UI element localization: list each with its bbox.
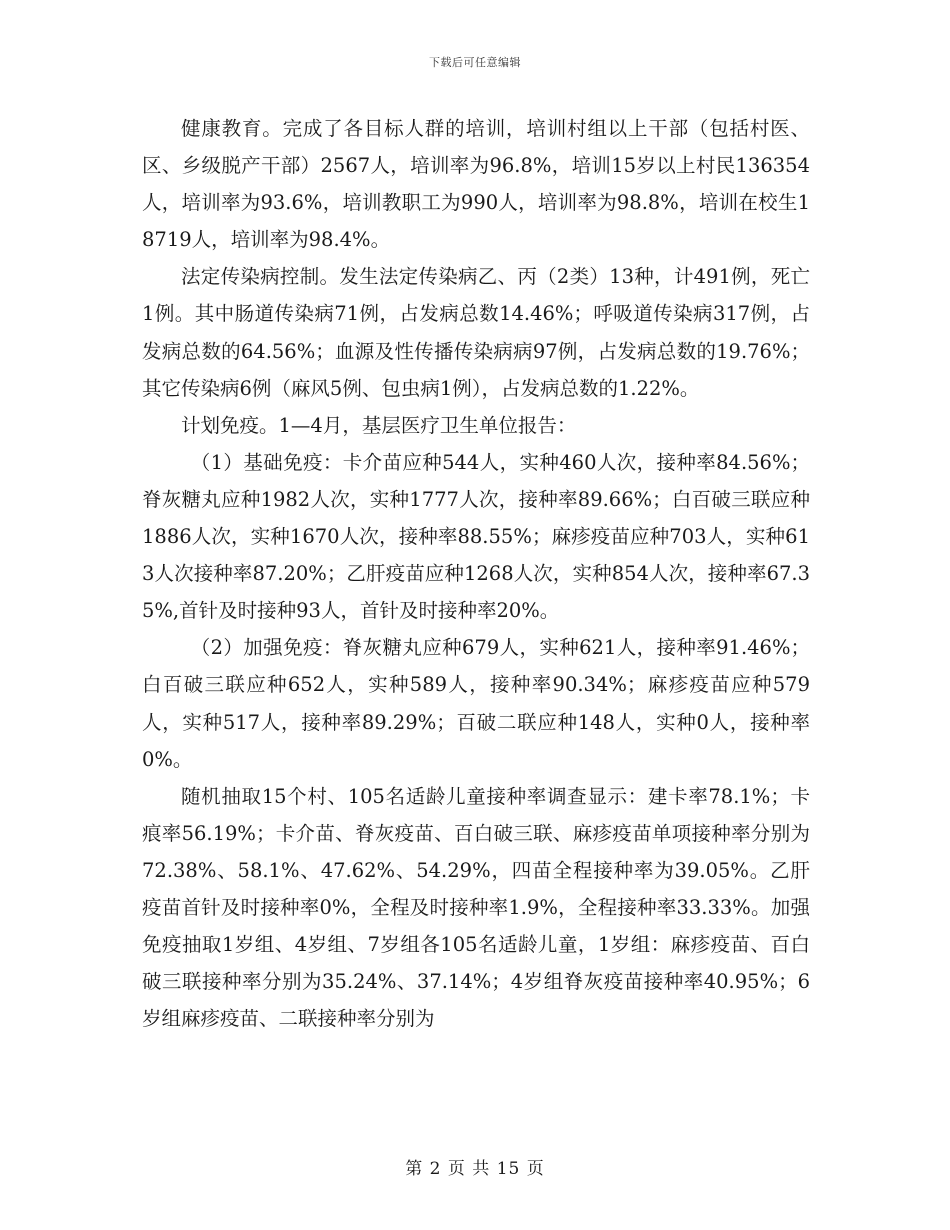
- paragraph-booster-immunization: （2）加强免疫：脊灰糖丸应种679人，实种621人，接种率91.46%；白百破三联应种652人，实种589人，接种率90.34%；麻疹疫苗应种579人，实种517人，接种率89.29%；百破二联应种148人，实种0人，接种率0%。: [142, 636, 810, 771]
- paragraph-infectious-disease: 法定传染病控制。发生法定传染病乙、丙（2类）13种，计491例，死亡1例。其中肠道传染病71例，占发病总数14.46%；呼吸道传染病317例，占发病总数的64.56%；血源及性传播传染病病97例，占发病总数的19.76%；其它传染病6例（麻风5例、包虫病1例），占发病总数的1.22%。: [142, 265, 810, 400]
- paragraph-immunization-intro: 计划免疫。1—4月，基层医疗卫生单位报告：: [181, 413, 577, 437]
- paragraph-basic-immunization: （1）基础免疫：卡介苗应种544人，实种460人次，接种率84.56%；脊灰糖丸应种1982人次，实种1777人次，接种率89.66%；白百破三联应种1886人次，实种1670人次，接种率88.55%；麻疹疫苗应种703人，实种613人次接种率87.20%；乙肝疫苗应种1268人次，实种854人次，接种率67.35%,首针及时接种93人，首针及时接种率20%。: [142, 450, 810, 623]
- paragraph-health-education: 健康教育。完成了各目标人群的培训，培训村组以上干部（包括村医、区、乡级脱产干部）2567人，培训率为96.8%，培训15岁以上村民136354人，培训率为93.6%，培训教职工为990人，培训率为98.8%，培训在校生18719人，培训率为98.4%。: [142, 117, 810, 252]
- page-number-footer: 第 2 页 共 15 页: [405, 1159, 545, 1179]
- paragraph-random-survey: 随机抽取15个村、105名适龄儿童接种率调查显示：建卡率78.1%；卡痕率56.19%；卡介苗、脊灰疫苗、百白破三联、麻疹疫苗单项接种率分别为72.38%、58.1%、47.62%、54.29%，四苗全程接种率为39.05%。乙肝疫苗首针及时接种率0%，全程及时接种率1.9%，全程接种率33.33%。加强免疫抽取1岁组、4岁组、7岁组各105名适龄儿童，1岁组：麻疹疫苗、百白破三联接种率分别为35.24%、37.14%；4岁组脊灰疫苗接种率40.95%；6岁组麻疹疫苗、二联接种率分别为: [142, 784, 810, 1031]
- document-body: [142, 110, 810, 1037]
- page-header-note: 下载后可任意编辑: [429, 56, 521, 69]
